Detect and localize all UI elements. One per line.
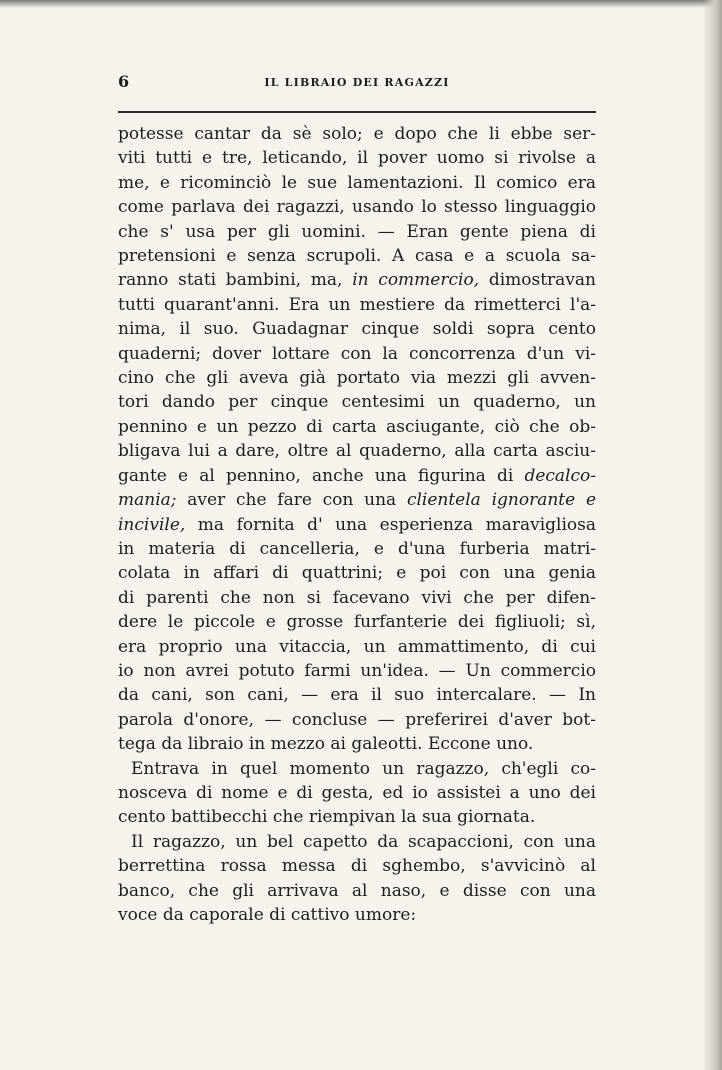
text-line: che s' usa per gli uomini. — Eran gente piena di — [118, 221, 596, 242]
text-line: me, e ricominciò le sue lamentazioni. Il comico era — [118, 172, 596, 193]
text-line: mania; aver che fare con una clientela ignorante e — [118, 490, 597, 511]
paragraph — [118, 757, 596, 830]
text-line: tori dando per cinque centesimi un quaderno, un — [118, 392, 596, 413]
page-number: 6 — [118, 72, 130, 91]
text-line: dere le piccole e grosse furfanterie dei figliuoli; sì, — [118, 612, 596, 633]
text-line: parola d'onore, — concluse — preferirei d'aver bot- — [118, 709, 596, 730]
text-line: banco, che gli arrivava al naso, e disse con una — [118, 880, 596, 901]
paragraph — [118, 122, 596, 757]
text-line: bligava lui a dare, oltre al quaderno, alla carta asciu- — [118, 441, 596, 462]
text-line: tega da libraio in mezzo ai galeotti. Eccone uno. — [118, 734, 534, 755]
text-line: io non avrei potuto farmi un'idea. — Un commercio — [118, 660, 596, 681]
text-line: colata in affari di quattrini; e poi con una genia — [118, 563, 596, 584]
header-rule — [118, 111, 596, 113]
scan-top-shadow — [0, 0, 722, 8]
text-line: quaderni; dover lottare con la concorrenza d'un vi- — [118, 343, 596, 364]
text-line: viti tutti e tre, leticando, il pover uomo si rivolse a — [118, 148, 596, 169]
text-line: era proprio una vitaccia, un ammattimento, di cui — [118, 636, 596, 657]
page-header — [118, 72, 596, 96]
text-line: Entrava in quel momento un ragazzo, ch'egli co- — [131, 758, 596, 779]
text-line: potesse cantar da sè solo; e dopo che li ebbe ser- — [118, 124, 596, 144]
body-text — [118, 122, 596, 927]
text-line: cino che gli aveva già portato via mezzi gli avven- — [118, 368, 596, 389]
text-line: incivile, ma fornita d' una esperienza maravigliosa — [118, 514, 596, 535]
text-line: Il ragazzo, un bel capetto da scapaccioni, con una — [131, 831, 596, 852]
text-line: berrettina rossa messa di sghembo, s'avvicinò al — [118, 856, 596, 877]
text-line: cento battibecchi che riempivan la sua giornata. — [118, 807, 536, 828]
text-line: gante e al pennino, anche una figurina di decalco- — [118, 465, 596, 486]
text-line: pennino e un pezzo di carta asciugante, ciò che ob- — [118, 416, 596, 437]
paragraph — [118, 830, 596, 928]
text-line: nosceva di nome e di gesta, ed io assistei a uno dei — [118, 782, 596, 803]
scan-right-edge — [702, 0, 722, 1070]
text-line: ranno stati bambini, ma, in commercio, dimostravan — [118, 270, 597, 291]
running-title: IL LIBRAIO DEI RAGAZZI — [264, 76, 450, 89]
text-line: come parlava dei ragazzi, usando lo stesso linguaggio — [118, 197, 596, 218]
text-line: da cani, son cani, — era il suo intercalare. — In — [118, 685, 596, 706]
text-line: nima, il suo. Guadagnar cinque soldi sopra cento — [118, 319, 596, 340]
text-line: voce da caporale di cattivo umore: — [118, 905, 417, 925]
text-line: tutti quarant'anni. Era un mestiere da rimetterci l'a- — [118, 294, 596, 315]
text-line: di parenti che non si facevano vivi che per difen- — [118, 587, 596, 608]
text-line: in materia di cancelleria, e d'una furberia matri- — [118, 538, 596, 559]
text-line: pretensioni e senza scrupoli. A casa e a scuola sa- — [118, 246, 596, 267]
